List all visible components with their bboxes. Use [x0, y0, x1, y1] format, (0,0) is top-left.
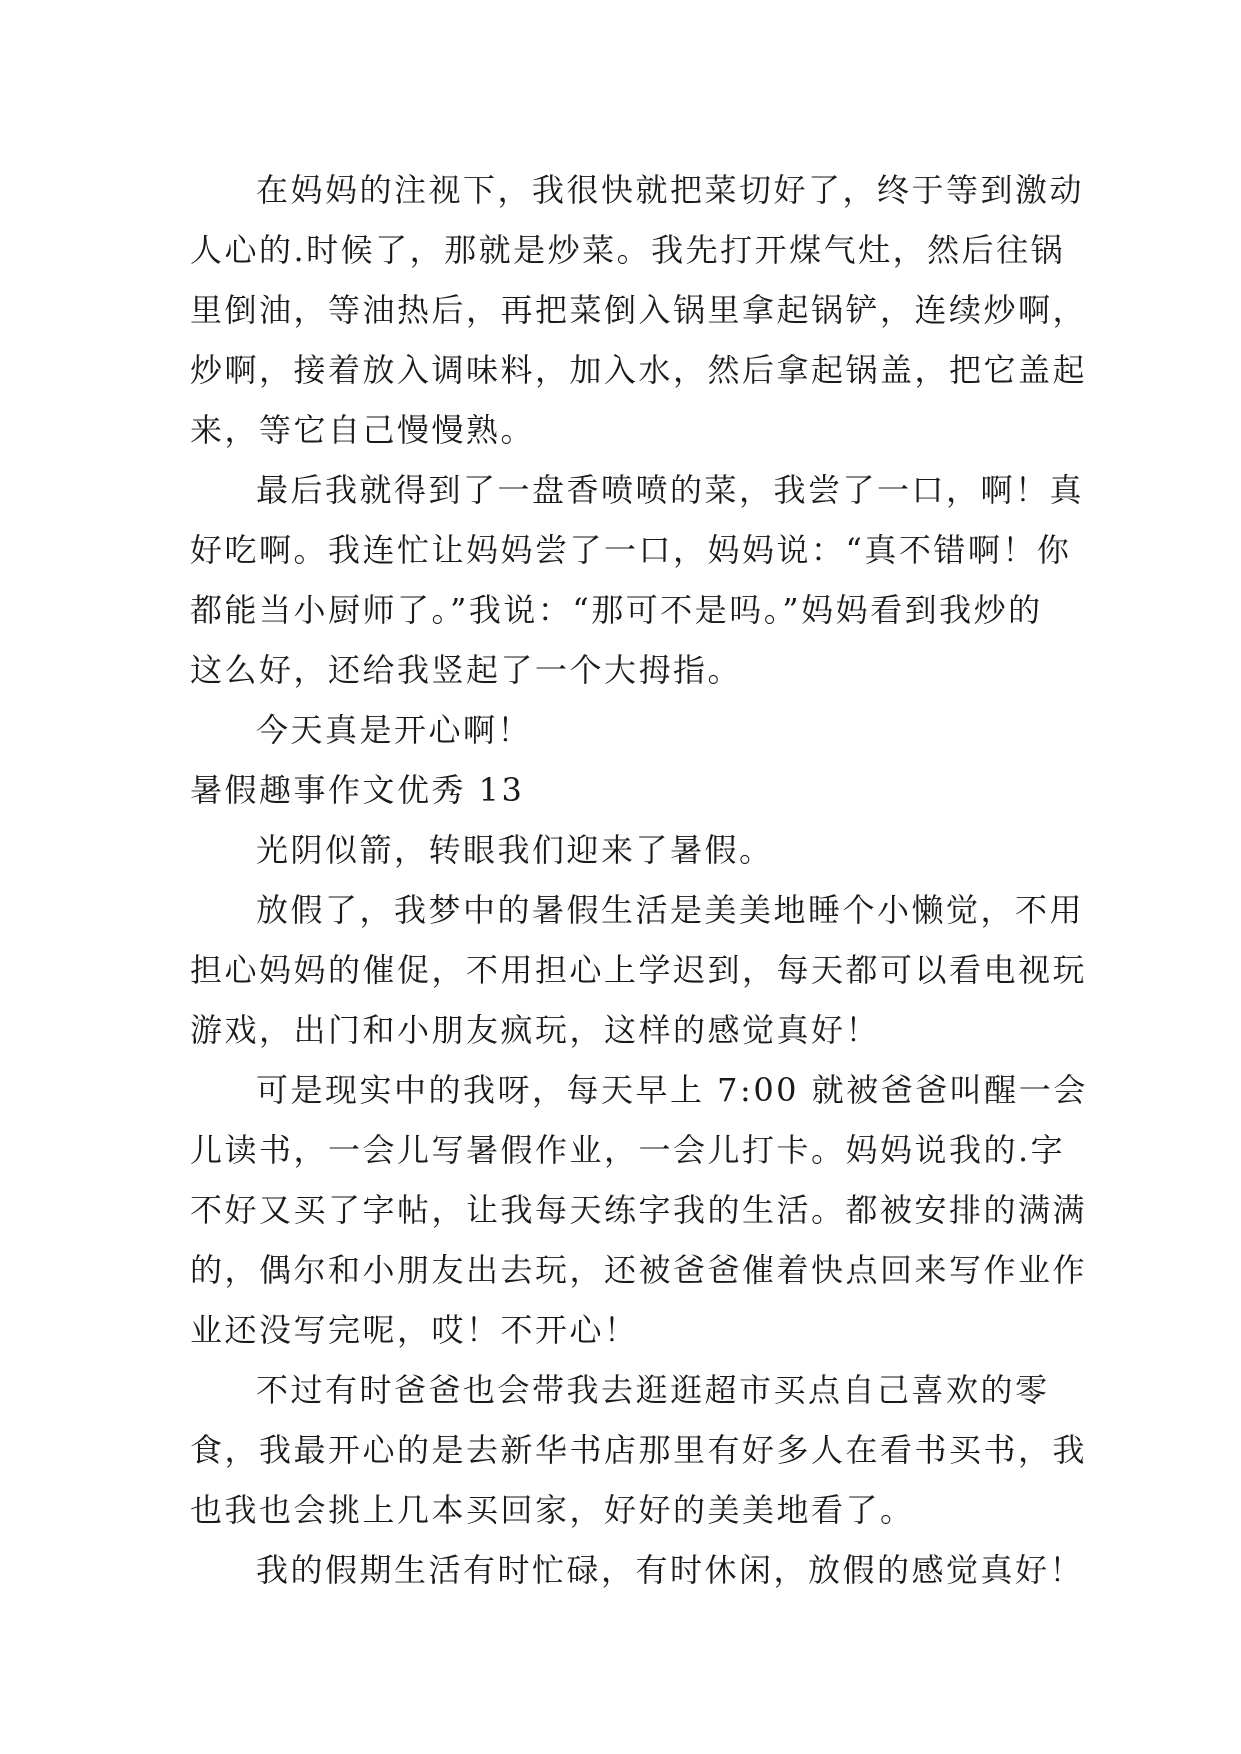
text-line: 暑假趣事作文优秀 13: [190, 771, 525, 809]
text-line: 人心的.时候了，那就是炒菜。我先打开煤气灶，然后往锅: [190, 231, 1066, 269]
text-line: 这么好，还给我竖起了一个大拇指。: [190, 651, 743, 689]
text-line: 儿读书，一会儿写暑假作业，一会儿打卡。妈妈说我的.字: [190, 1131, 1066, 1169]
text-line: 食，我最开心的是去新华书店那里有好多人在看书买书，我: [190, 1431, 1088, 1469]
text-line: 里倒油，等油热后，再把菜倒入锅里拿起锅铲，连续炒啊，: [190, 291, 1088, 329]
text-line: 都能当小厨师了。”我说：“那可不是吗。”妈妈看到我炒的: [190, 591, 1043, 629]
text-line: 我的假期生活有时忙碌，有时休闲，放假的感觉真好！: [256, 1551, 1085, 1589]
text-line: 好吃啊。我连忙让妈妈尝了一口，妈妈说：“真不错啊！你: [190, 531, 1072, 569]
text-line: 光阴似箭，转眼我们迎来了暑假。: [256, 831, 774, 869]
text-line: 可是现实中的我呀，每天早上 7:00 就被爸爸叫醒一会: [256, 1071, 1088, 1109]
text-line: 不好又买了字帖，让我每天练字我的生活。都被安排的满满: [190, 1191, 1088, 1229]
text-line: 的，偶尔和小朋友出去玩，还被爸爸催着快点回来写作业作: [190, 1251, 1088, 1289]
text-line: 放假了，我梦中的暑假生活是美美地睡个小懒觉，不用: [256, 891, 1085, 929]
text-line: 最后我就得到了一盘香喷喷的菜，我尝了一口，啊！真: [256, 471, 1085, 509]
text-line: 担心妈妈的催促，不用担心上学迟到，每天都可以看电视玩: [190, 951, 1088, 989]
text-line: 也我也会挑上几本买回家，好好的美美地看了。: [190, 1491, 915, 1529]
text-line: 业还没写完呢，哎！不开心！: [190, 1311, 639, 1349]
document-body: [190, 160, 1088, 1600]
text-line: 在妈妈的注视下，我很快就把菜切好了，终于等到激动: [256, 171, 1085, 209]
text-line: 炒啊，接着放入调味料，加入水，然后拿起锅盖，把它盖起: [190, 351, 1088, 389]
text-line: 来，等它自己慢慢熟。: [190, 411, 536, 449]
text-line: 今天真是开心啊！: [256, 711, 533, 749]
text-line: 游戏，出门和小朋友疯玩，这样的感觉真好！: [190, 1011, 881, 1049]
text-line: 不过有时爸爸也会带我去逛逛超市买点自己喜欢的零: [256, 1371, 1050, 1409]
